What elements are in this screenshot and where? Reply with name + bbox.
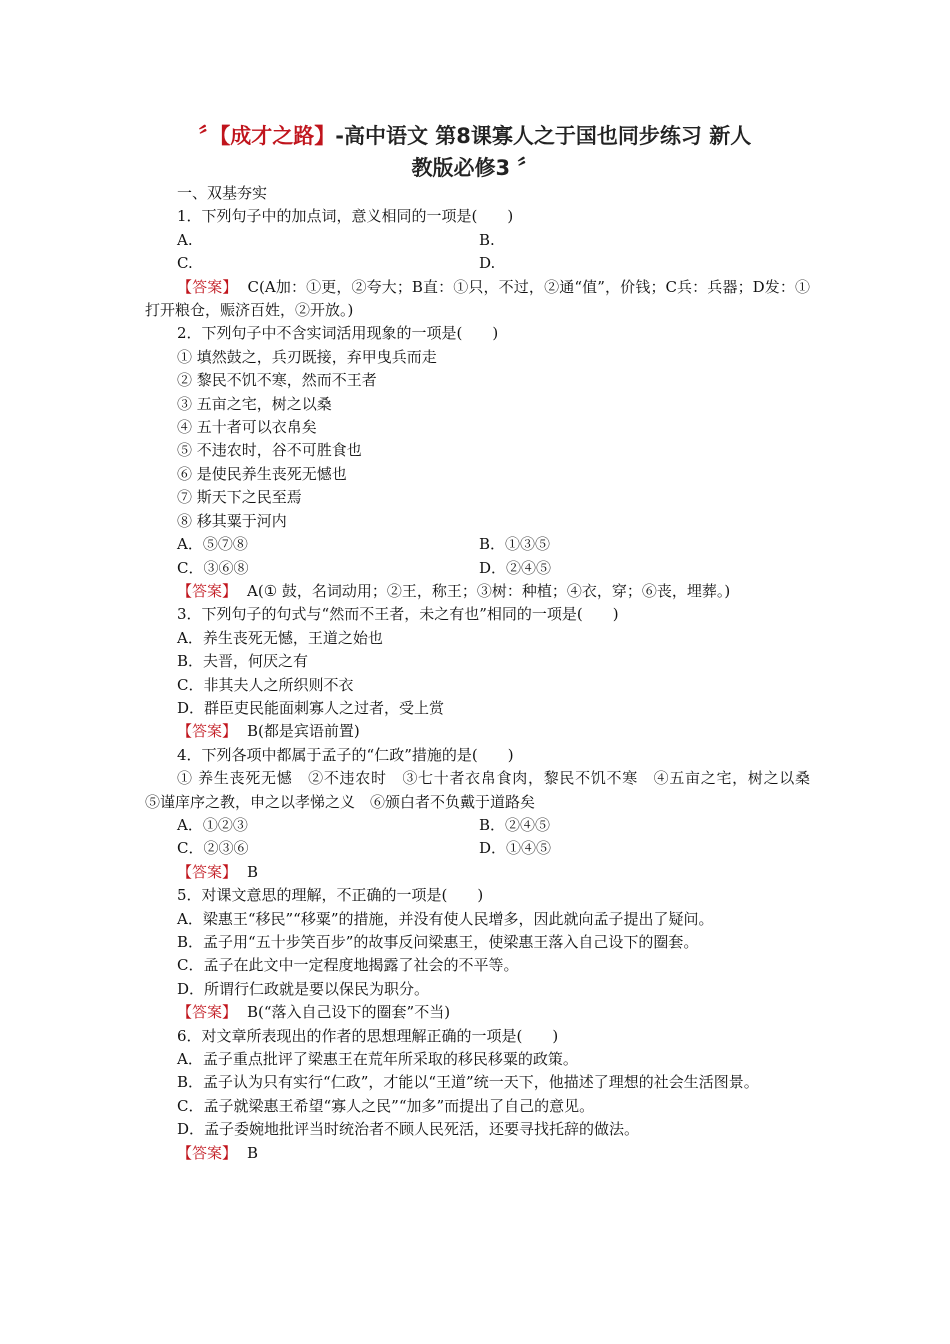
answer-label: 【答案】 <box>177 277 238 296</box>
question-3-option-d: D．群臣吏民能面刺寡人之过者，受上赏 <box>177 698 445 717</box>
answer-label: 【答案】 <box>177 862 238 881</box>
question-2-option-a: A．⑤⑦⑧ <box>177 535 248 554</box>
document-title-line-1 <box>140 120 810 152</box>
question-4-answer <box>145 861 810 884</box>
question-1-options-row-2 <box>145 252 810 275</box>
answer-text: C(A加：①更，②夸大；B直：①只，不过，②通“值”，价钱；C兵：兵器；D发：①打开粮仓，赈济百姓，②开放。) <box>145 277 810 320</box>
question-3-stem: 3．下列句子的句式与“然而不王者，未之有也”相同的一项是( ) <box>177 605 619 624</box>
question-4-option-d: D．①④⑤ <box>479 839 552 858</box>
question-3-option-a: A．养生丧死无憾，王道之始也 <box>177 628 383 647</box>
question-1-option-a: A. <box>177 230 193 249</box>
question-4-option-b: B．②④⑤ <box>479 815 551 834</box>
answer-text: A(① 鼓，名词动用；②王，称王；③树：种植；④衣，穿；⑥丧，埋葬。) <box>247 581 731 600</box>
title-series-name: 〞【成才之路】 <box>198 124 336 148</box>
question-1-option-c: C. <box>177 254 193 273</box>
answer-label: 【答案】 <box>177 1143 238 1162</box>
question-4-option-c: C．②③⑥ <box>177 839 249 858</box>
question-2-options-row-2 <box>145 557 810 580</box>
question-2-item-5: ⑤ 不违农时，谷不可胜食也 <box>177 441 362 460</box>
answer-label: 【答案】 <box>177 1003 238 1022</box>
question-1-stem: 1．下列句子中的加点词，意义相同的一项是( ) <box>177 207 514 226</box>
question-2-item-1: ① 填然鼓之，兵刃既接，弃甲曳兵而走 <box>177 347 437 366</box>
question-6-option-d: D．孟子委婉地批评当时统治者不顾人民死活，还要寻找托辞的做法。 <box>177 1120 640 1139</box>
question-2-option-c: C．③⑥⑧ <box>177 558 249 577</box>
question-2-item-8: ⑧ 移其粟于河内 <box>177 511 287 530</box>
question-1-option-d: D. <box>479 254 496 273</box>
question-2-stem: 2．下列句子中不含实词活用现象的一项是( ) <box>177 324 499 343</box>
question-2-options-row-1 <box>145 533 810 556</box>
question-3-option-c: C．非其夫人之所织则不衣 <box>177 675 354 694</box>
answer-label: 【答案】 <box>177 581 238 600</box>
document-body <box>145 182 826 1165</box>
question-6-option-b: B．孟子认为只有实行“仁政”，才能以“王道”统一天下，他描述了理想的社会生活图景。 <box>177 1073 759 1092</box>
question-1-options-row-1 <box>145 229 810 252</box>
document-title-line-2: 教版必修3 〞 <box>411 156 539 180</box>
question-2-answer <box>145 580 810 603</box>
question-6-stem: 6．对文章所表现出的作者的思想理解正确的一项是( ) <box>177 1026 559 1045</box>
question-3-option-b: B．夫晋，何厌之有 <box>177 652 309 671</box>
answer-label: 【答案】 <box>177 722 238 741</box>
question-5-option-a: A．梁惠王“移民”“移粟”的措施，并没有使人民增多，因此就向孟子提出了疑问。 <box>177 909 714 928</box>
question-4-stem: 4．下列各项中都属于孟子的“仁政”措施的是( ) <box>177 745 514 764</box>
question-2-item-4: ④ 五十者可以衣帛矣 <box>177 418 317 437</box>
question-2-item-2: ② 黎民不饥不寒，然而不王者 <box>177 371 377 390</box>
question-3-answer <box>145 720 810 743</box>
question-2-option-b: B．①③⑤ <box>479 535 551 554</box>
answer-text: B <box>247 1143 259 1162</box>
question-6-option-c: C．孟子就梁惠王希望“寡人之民”“加多”而提出了自己的意见。 <box>177 1096 595 1115</box>
answer-text: B(都是宾语前置) <box>247 722 360 741</box>
question-5-option-c: C．孟子在此文中一定程度地揭露了社会的不平等。 <box>177 956 519 975</box>
question-5-option-b: B．孟子用“五十步笑百步”的故事反问梁惠王，使梁惠王落入自己设下的圈套。 <box>177 933 699 951</box>
title-text: -高中语文 第8课寡人之于国也同步练习 新人 <box>335 124 752 148</box>
question-2-option-d: D．②④⑤ <box>479 558 552 577</box>
section-heading: 一、双基夯实 <box>177 184 268 202</box>
question-5-stem: 5．对课文意思的理解，不正确的一项是( ) <box>177 886 484 905</box>
question-1-option-b: B. <box>479 230 495 249</box>
question-2-item-7: ⑦ 斯天下之民至焉 <box>177 488 302 507</box>
question-6-option-a: A．孟子重点批评了梁惠王在荒年所采取的移民移粟的政策。 <box>177 1050 578 1069</box>
question-6-answer <box>145 1142 810 1165</box>
question-1-answer <box>145 276 810 323</box>
answer-text: B(“落入自己设下的圈套”不当) <box>247 1003 451 1022</box>
question-4-options-row-1 <box>145 814 810 837</box>
question-2-item-3: ③ 五亩之宅，树之以桑 <box>177 394 332 413</box>
question-2-item-6: ⑥ 是使民养生丧死无憾也 <box>177 464 347 483</box>
question-5-answer <box>145 1001 810 1024</box>
question-5-option-d: D．所谓行仁政就是要以保民为职分。 <box>177 979 430 998</box>
question-4-option-a: A．①②③ <box>177 815 248 834</box>
question-4-measures: ① 养生丧死无憾 ②不违农时 ③七十者衣帛食肉，黎民不饥不寒 ④五亩之宅，树之以桑 ⑤谨庠序之教，申之以孝悌之义 ⑥颁白者不负戴于道路矣 <box>145 769 826 811</box>
question-4-options-row-2 <box>145 837 810 860</box>
answer-text: B <box>247 862 259 881</box>
